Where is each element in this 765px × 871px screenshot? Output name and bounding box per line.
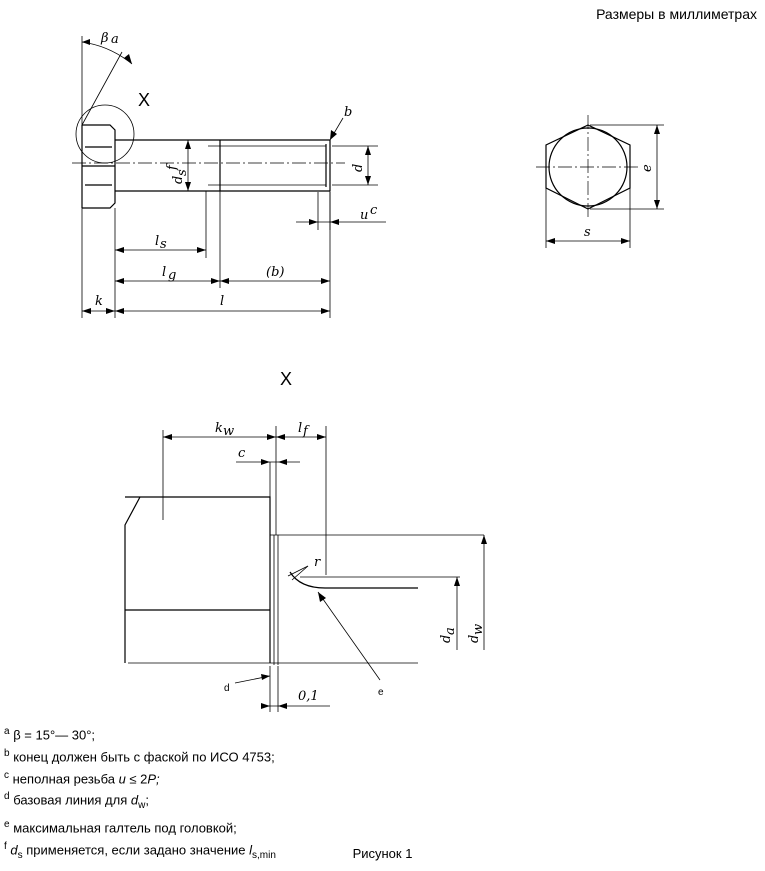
beta-sub: a <box>111 32 119 47</box>
footnote-a: $^a$ β = 15°— 30°; <box>4 726 96 743</box>
kw-sub: w <box>223 424 235 439</box>
lf-sub: f <box>303 424 308 439</box>
footnotes <box>4 723 276 865</box>
c-label: c <box>238 446 246 461</box>
footnote-b: $^b$ конец должен быть с фаской по ИСО 4753; <box>4 747 275 765</box>
d-marker: d <box>224 683 230 694</box>
u-label: u <box>360 208 369 223</box>
detail-x-view <box>125 426 484 712</box>
footnote-e: $^e$ максимальная галтель под головкой; <box>4 818 237 836</box>
e-dim-label: e <box>640 164 655 172</box>
ds-sub: s <box>175 169 190 176</box>
hex-end-view <box>536 115 664 248</box>
ls-label: l <box>155 234 160 249</box>
units-note: Размеры в миллиметрах <box>596 6 757 22</box>
lf-label: l <box>298 421 303 436</box>
beta-label: β <box>101 31 109 46</box>
e-marker: e <box>378 687 384 698</box>
dw-sub: w <box>471 623 486 635</box>
lg-sub: g <box>168 268 177 283</box>
k-label: k <box>95 294 103 309</box>
figure-caption: Рисунок 1 <box>352 846 413 861</box>
da-sub: a <box>443 627 458 635</box>
footnote-c: $^c$ неполная резьба u ≤ 2P; <box>4 769 160 786</box>
u-sup: c <box>370 203 378 218</box>
r-label: r <box>314 555 321 570</box>
l-label: l <box>220 294 225 309</box>
b-length-label: (b) <box>266 265 285 280</box>
view-x-label: X <box>138 90 151 110</box>
lg-label: l <box>162 265 167 280</box>
s-label: s <box>584 225 591 240</box>
detail-x-label: X <box>280 369 293 389</box>
d-label: d <box>351 163 366 172</box>
ds-sup: f <box>165 165 180 170</box>
da-label: d <box>439 634 454 643</box>
b-marker: b <box>344 105 353 120</box>
kw-label: k <box>215 421 223 436</box>
dw-label: d <box>467 634 482 643</box>
bolt-side-view <box>72 36 386 318</box>
ds-label: d <box>171 175 186 184</box>
gap-label: 0,1 <box>298 689 319 704</box>
ls-sub: s <box>160 237 167 252</box>
footnote-f: $^f$ $d_s$ применяется, если задано значение $l_{s,min}$ <box>4 840 276 861</box>
footnote-d: $^d$ базовая линия для $d_w$; <box>4 791 149 812</box>
